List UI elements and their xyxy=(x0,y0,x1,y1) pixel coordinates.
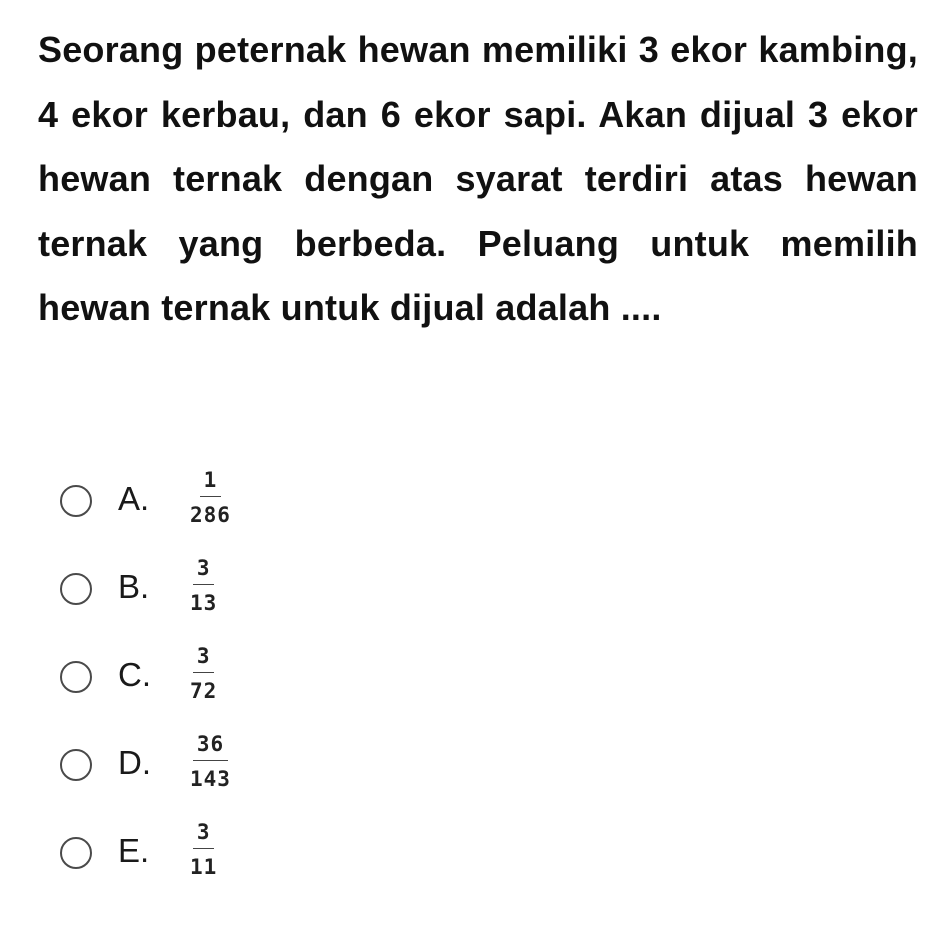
fraction-denominator: 286 xyxy=(190,503,231,527)
option-e[interactable] xyxy=(60,810,660,898)
fraction-denominator: 11 xyxy=(190,855,218,879)
option-letter: C. xyxy=(118,656,151,693)
radio-button-b[interactable] xyxy=(60,573,92,605)
fraction-numerator: 3 xyxy=(193,820,215,849)
answer-options xyxy=(60,458,660,898)
fraction-numerator: 3 xyxy=(193,644,215,673)
fraction-denominator: 72 xyxy=(190,679,218,703)
option-d[interactable] xyxy=(60,722,660,810)
fraction-numerator: 1 xyxy=(200,468,222,497)
fraction-numerator: 36 xyxy=(193,732,228,761)
option-fraction xyxy=(190,556,217,615)
option-c[interactable] xyxy=(60,634,660,722)
option-fraction xyxy=(190,820,217,879)
fraction-denominator: 13 xyxy=(190,591,218,615)
option-fraction xyxy=(190,468,231,527)
radio-button-a[interactable] xyxy=(60,485,92,517)
option-letter: A. xyxy=(118,480,150,517)
option-b[interactable] xyxy=(60,546,660,634)
option-letter: B. xyxy=(118,568,150,605)
radio-button-e[interactable] xyxy=(60,837,92,869)
radio-button-d[interactable] xyxy=(60,749,92,781)
option-fraction xyxy=(190,644,217,703)
option-fraction xyxy=(190,732,231,791)
radio-button-c[interactable] xyxy=(60,661,92,693)
option-letter: D. xyxy=(118,744,151,781)
question-text: Seorang peternak hewan memiliki 3 ekor kambing, 4 ekor kerbau, dan 6 ekor sapi. Akan dijual 3 ekor hewan ternak dengan syarat terdiri atas hewan ternak yang berbeda. Peluang untuk memilih hewan ternak untuk dijual adalah .... xyxy=(38,29,918,328)
fraction-denominator: 143 xyxy=(190,767,231,791)
option-letter: E. xyxy=(118,832,150,869)
fraction-numerator: 3 xyxy=(193,556,215,585)
option-a[interactable] xyxy=(60,458,660,546)
